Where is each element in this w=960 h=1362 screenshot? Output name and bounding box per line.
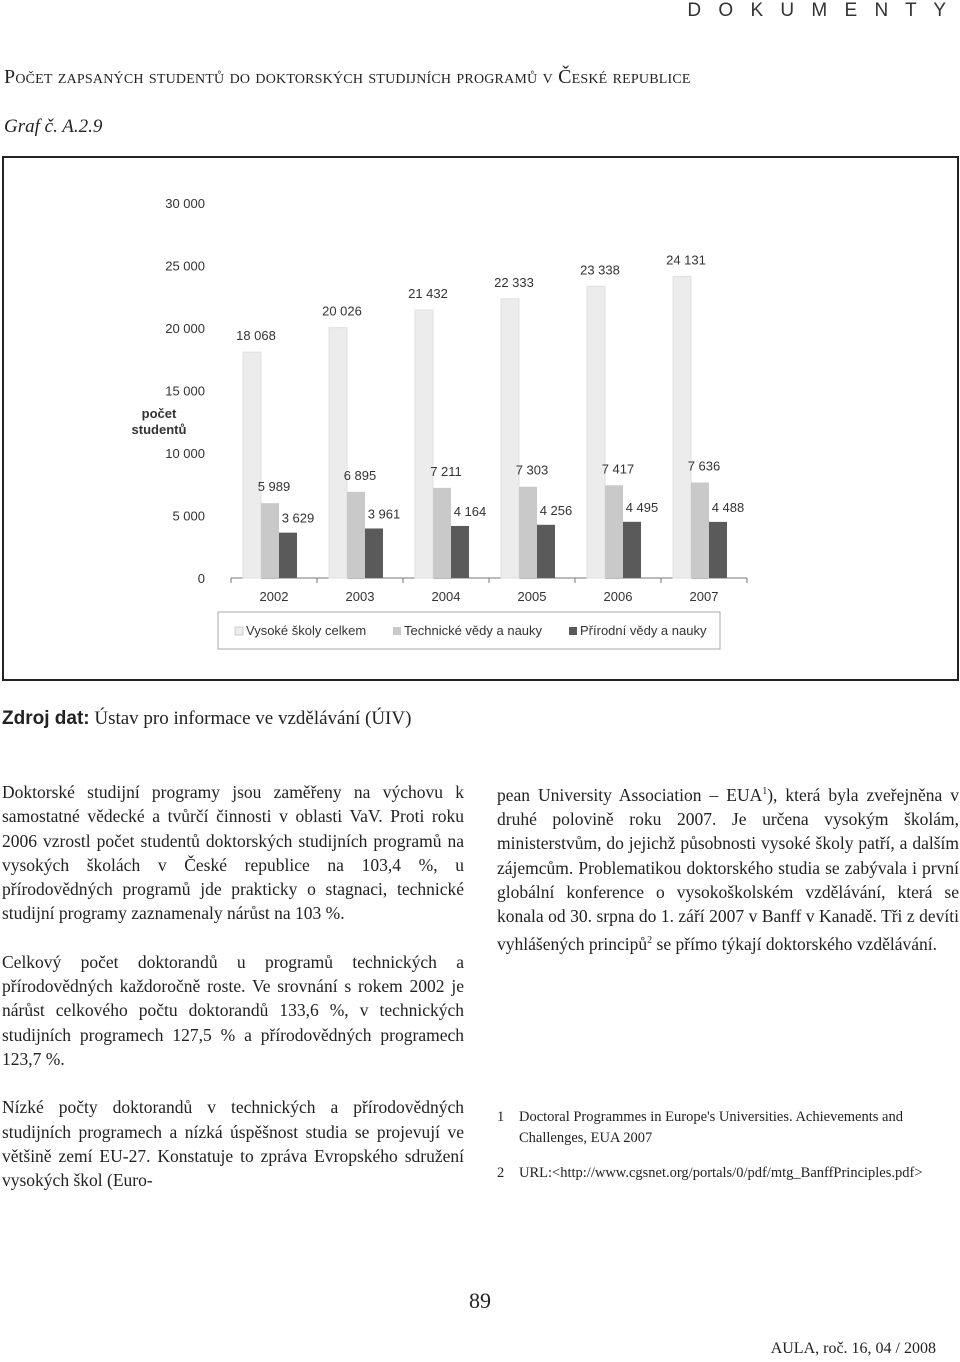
bar-total bbox=[415, 310, 433, 578]
y-tick-label: 30 000 bbox=[165, 196, 205, 211]
legend-label: Technické vědy a nauky bbox=[404, 623, 543, 638]
data-label: 4 164 bbox=[453, 503, 487, 519]
x-tick-label: 2006 bbox=[603, 589, 633, 604]
bar-technical bbox=[519, 487, 537, 578]
data-label: 18 068 bbox=[236, 328, 276, 344]
bar-technical bbox=[261, 503, 279, 578]
data-label: 3 961 bbox=[367, 506, 401, 522]
bar-total bbox=[501, 299, 519, 578]
x-tick-label: 2003 bbox=[345, 589, 375, 604]
data-label: 4 256 bbox=[539, 502, 573, 518]
bar-natural bbox=[451, 526, 469, 578]
y-tick-label: 15 000 bbox=[165, 383, 205, 399]
text-run: ), která byla zveřejněna v druhé polovině roku 2007. Je určena vysokým školám, ministerstvům, do jejichž působnosti vysoké školy patří, a dalším zájemcům. Problematikou doktorského studia se zabývala i první globální konference o vysokoškolském vzdělávání, která se konala od 30. srpna do 1. září 2007 v Banff v Kanadě. Tři z devíti vyhlášených principů bbox=[497, 784, 959, 954]
bar-natural bbox=[279, 533, 297, 578]
bar-natural bbox=[623, 522, 641, 578]
bar-total bbox=[673, 276, 691, 578]
legend-swatch bbox=[235, 627, 243, 635]
bar-natural bbox=[365, 528, 383, 578]
journal-footer: AULA, roč. 16, 04 / 2008 bbox=[770, 1340, 936, 1357]
data-label: 24 131 bbox=[666, 252, 706, 268]
chart-caption: Graf č. A.2.9 bbox=[4, 116, 103, 137]
y-tick-label: 20 000 bbox=[165, 321, 205, 336]
data-label: 22 333 bbox=[494, 274, 534, 290]
bar-natural bbox=[709, 522, 727, 578]
data-label: 7 211 bbox=[430, 463, 462, 479]
data-label: 21 432 bbox=[408, 286, 448, 302]
footnote-ref[interactable]: 1 bbox=[762, 786, 768, 797]
bar-chart bbox=[4, 158, 957, 679]
footnote-text: URL:<http://www.cgsnet.org/portals/0/pdf/mtg_BanffPrinciples.pdf> bbox=[519, 1165, 923, 1181]
x-tick-label: 2005 bbox=[517, 589, 547, 604]
text-column-right bbox=[497, 780, 959, 980]
section-header: D O K U M E N T Y bbox=[687, 0, 952, 21]
data-label: 7 417 bbox=[601, 461, 635, 477]
data-label: 5 989 bbox=[257, 479, 291, 495]
legend-label: Vysoké školy celkem bbox=[246, 623, 367, 638]
legend-label: Přírodní vědy a nauky bbox=[580, 623, 707, 638]
paragraph: Celkový počet doktorandů u programů technických a přírodovědných každoročně roste. Ve srovnání s rokem 2002 je nárůst celkového počtu doktorandů 133,6 %, v technických studijních programech 127,5 % a přírodovědných programech 123,7 %. bbox=[2, 951, 464, 1069]
bar-total bbox=[243, 352, 261, 578]
bar-technical bbox=[347, 492, 365, 578]
data-label: 6 895 bbox=[343, 467, 377, 483]
y-axis-label: počet bbox=[141, 406, 177, 421]
paragraph bbox=[497, 780, 959, 956]
footnote-number: 2 bbox=[497, 1165, 505, 1181]
data-label: 7 636 bbox=[687, 458, 721, 474]
paragraph: Nízké počty doktorandů v technických a přírodovědných studijních programech a nízká úspěšnost studia se projevují ve většině zemí EU-27. Konstatuje to zpráva Evropského sdružení vysokých škol (Euro- bbox=[2, 1097, 464, 1191]
footnote-ref[interactable]: 2 bbox=[647, 934, 653, 946]
legend-swatch bbox=[569, 627, 577, 635]
chart-frame bbox=[2, 156, 959, 681]
y-axis-label: studentů bbox=[131, 422, 187, 437]
text-run: pean University Association – EUA bbox=[497, 784, 763, 805]
data-label: 20 026 bbox=[322, 303, 362, 319]
x-tick-label: 2002 bbox=[259, 589, 289, 604]
legend-swatch bbox=[393, 627, 401, 635]
data-label: 7 303 bbox=[515, 462, 549, 478]
source-text: Ústav pro informace ve vzdělávání (ÚIV) bbox=[89, 708, 412, 729]
y-tick-label: 0 bbox=[197, 571, 205, 586]
bar-technical bbox=[433, 488, 451, 578]
bar-natural bbox=[537, 525, 555, 578]
page-title: Počet zapsaných studentů do doktorských studijních programů v České republice bbox=[4, 66, 691, 88]
page-number: 89 bbox=[469, 1288, 491, 1313]
data-label: 4 488 bbox=[711, 499, 745, 515]
footnote-number: 1 bbox=[497, 1109, 505, 1125]
data-label: 23 338 bbox=[580, 262, 620, 278]
y-tick-label: 10 000 bbox=[165, 446, 205, 461]
x-tick-label: 2007 bbox=[689, 589, 719, 604]
data-source bbox=[2, 708, 411, 730]
bar-technical bbox=[691, 483, 709, 578]
footnote-text: Doctoral Programmes in Europe's Universities. Achievements and Challenges, EUA 2007 bbox=[519, 1109, 903, 1146]
x-tick-label: 2004 bbox=[431, 589, 461, 604]
y-tick-label: 5 000 bbox=[172, 508, 205, 524]
data-label: 4 495 bbox=[625, 499, 659, 515]
source-label: Zdroj dat: bbox=[2, 708, 90, 729]
bar-total bbox=[329, 328, 347, 578]
paragraph: Doktorské studijní programy jsou zaměřeny na výchovu k samostatné vědecké a tvůrčí činnosti v oblasti VaV. Proti roku 2006 vzrostl počet studentů doktorských studijních programů na vysokých školách v České republice na 103,4 %, u přírodovědných programů jde prakticky o stagnaci, technické studijní programy zaznamenaly nárůst na 103 %. bbox=[2, 782, 464, 924]
data-label: 3 629 bbox=[281, 510, 315, 526]
bar-technical bbox=[605, 485, 623, 578]
footnote bbox=[497, 1107, 960, 1149]
footnote bbox=[497, 1163, 960, 1184]
text-run: se přímo týkají doktorského vzdělávání. bbox=[652, 933, 937, 954]
text-column-left bbox=[2, 780, 464, 1216]
bar-total bbox=[587, 286, 605, 578]
y-tick-label: 25 000 bbox=[165, 258, 205, 274]
